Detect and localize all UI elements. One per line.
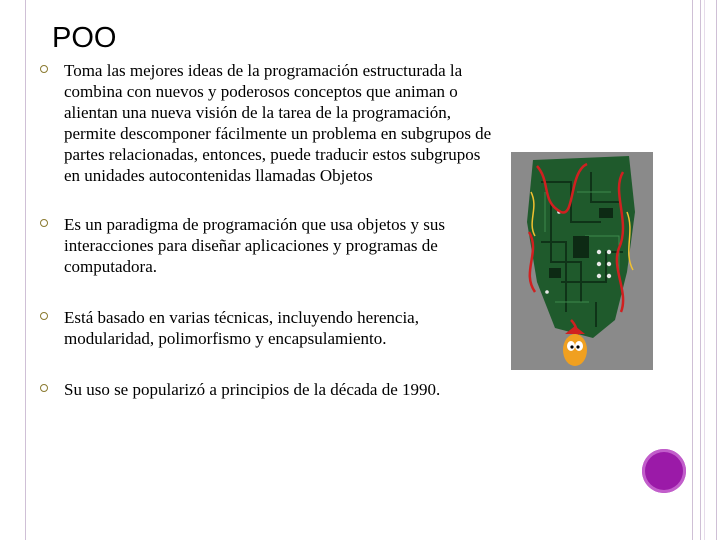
decorative-circle-icon — [642, 449, 686, 493]
slide-title: POO — [52, 22, 117, 54]
hollow-circle-icon — [40, 384, 48, 392]
bullet-item — [40, 60, 500, 186]
right-border-line — [692, 0, 693, 540]
bullet-item — [40, 214, 500, 277]
bullet-item — [40, 379, 500, 400]
right-border-line — [704, 0, 705, 540]
hollow-circle-icon — [40, 65, 48, 73]
bullet-text: Su uso se popularizó a principios de la década de 1990. — [64, 380, 441, 399]
hollow-circle-icon — [40, 312, 48, 320]
bullet-item — [40, 307, 500, 349]
bullet-text: Toma las mejores ideas de la programación estructurada la combina con nuevos y poderosos conceptos que animan o alientan una nueva visión de la tarea de la programación, permite descomponer fácilmente un problema en subgrupos de partes relacionadas, entonces, puede traducir estos subgrupos en unidades autocontenidas llamadas Objetos — [64, 61, 492, 185]
hollow-circle-icon — [40, 219, 48, 227]
bullet-text: Está basado en varias técnicas, incluyendo herencia, modularidad, polimorfismo y encapsulamiento. — [64, 308, 419, 348]
left-border-line — [25, 0, 26, 540]
bullet-list — [40, 58, 500, 400]
circuit-board-mascot-icon — [511, 152, 653, 370]
right-border-line — [700, 0, 701, 540]
bullet-text: Es un paradigma de programación que usa objetos y sus interacciones para diseñar aplicaciones y programas de computadora. — [64, 215, 445, 276]
right-border-line — [716, 0, 717, 540]
